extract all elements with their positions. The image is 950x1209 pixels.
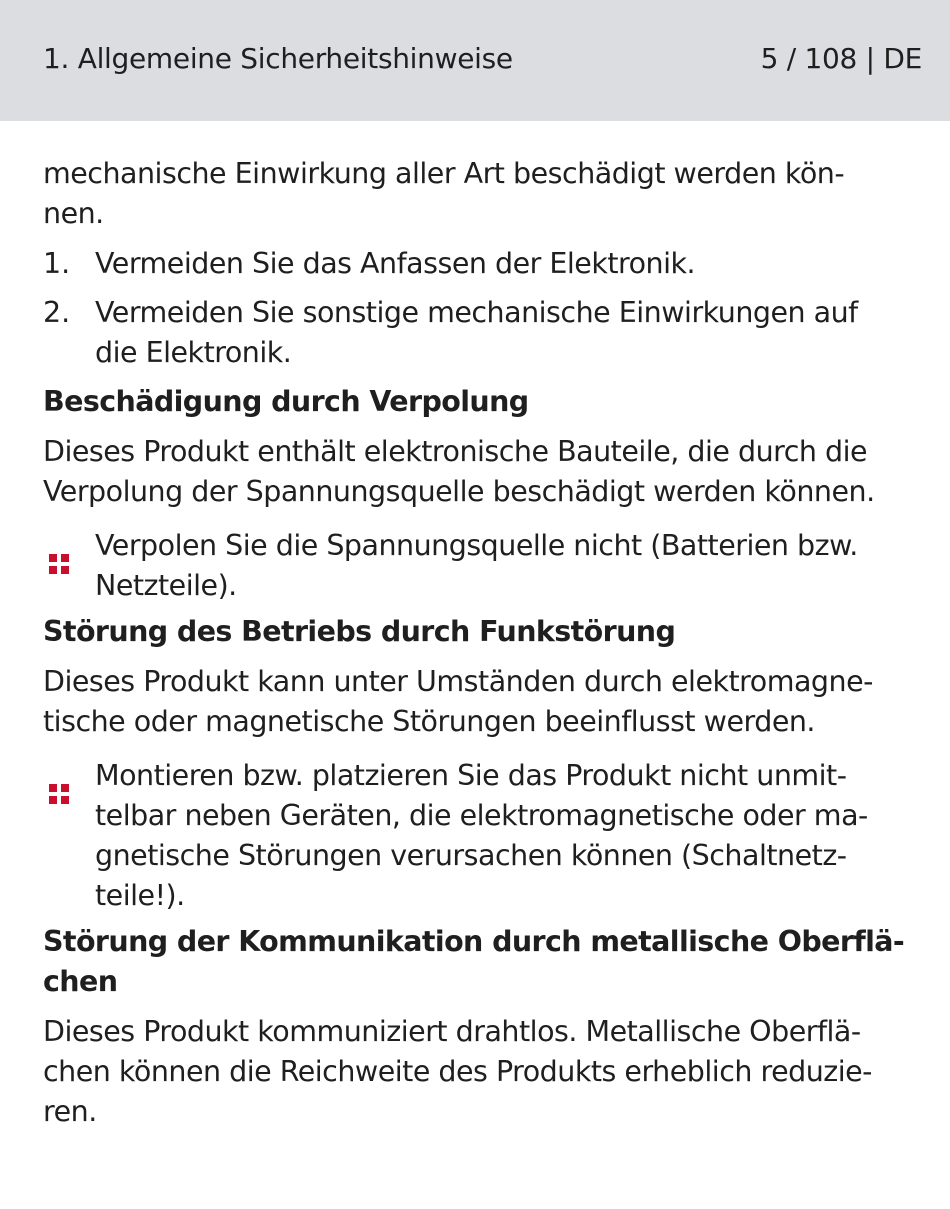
section-body	[43, 432, 922, 512]
section-body	[43, 1012, 922, 1132]
text-line: Dieses Produkt enthält elektronische Bauteile, die durch die	[43, 435, 868, 468]
step-number: 1.	[43, 247, 71, 280]
section-heading	[43, 922, 922, 1002]
section-heading	[43, 382, 922, 422]
bullet-item	[43, 526, 922, 606]
text-line: Netzteile).	[95, 569, 237, 602]
text-line: gnetische Störungen verursachen können (Schaltnetz-	[95, 839, 847, 872]
text-line: Verpolen Sie die Spannungsquelle nicht (Batterien bzw.	[95, 529, 858, 562]
heading-line: Störung des Betriebs durch Funkstörung	[43, 615, 676, 648]
heading-line: Beschädigung durch Verpolung	[43, 385, 529, 418]
text-line: teile!).	[95, 879, 185, 912]
page-info: 5 / 108 | DE	[760, 42, 922, 75]
text-line: mechanische Einwirkung aller Art beschädigt werden kön-	[43, 157, 845, 190]
text-line: Dieses Produkt kommuniziert drahtlos. Metallische Oberflä-	[43, 1015, 861, 1048]
text-line: tische oder magnetische Störungen beeinflusst werden.	[43, 705, 815, 738]
section-title: 1. Allgemeine Sicherheitshinweise	[43, 42, 513, 75]
text-line: nen.	[43, 197, 104, 230]
text-line: die Elektronik.	[95, 336, 292, 369]
text-line: Dieses Produkt kann unter Umständen durch elektromagne-	[43, 665, 873, 698]
section-heading	[43, 612, 922, 652]
heading-line: Störung der Kommunikation durch metallische Oberflä-	[43, 925, 905, 958]
section-body	[43, 662, 922, 742]
red-four-square-bullet-icon	[49, 554, 69, 574]
step-item	[43, 244, 922, 284]
red-four-square-bullet-icon	[49, 784, 69, 804]
intro-paragraph	[43, 154, 922, 234]
text-line: chen können die Reichweite des Produkts erheblich reduzie-	[43, 1055, 872, 1088]
heading-line: chen	[43, 965, 118, 998]
text-line: telbar neben Geräten, die elektromagnetische oder ma-	[95, 799, 868, 832]
text-line: Verpolung der Spannungsquelle beschädigt werden können.	[43, 475, 875, 508]
text-line: Vermeiden Sie das Anfassen der Elektronik.	[95, 247, 696, 280]
step-item	[43, 293, 922, 373]
text-line: ren.	[43, 1095, 97, 1128]
text-line: Montieren bzw. platzieren Sie das Produkt nicht unmit-	[95, 759, 847, 792]
step-number: 2.	[43, 296, 71, 329]
bullet-item	[43, 756, 922, 916]
text-line: Vermeiden Sie sonstige mechanische Einwirkungen auf	[95, 296, 858, 329]
